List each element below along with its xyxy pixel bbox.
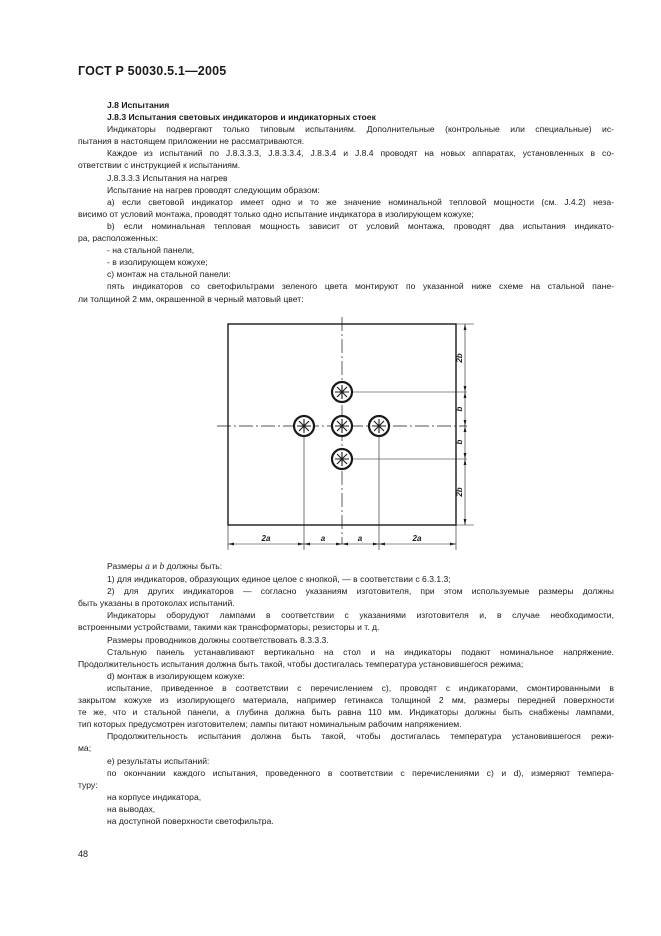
duration-line-2: ма; [78, 743, 92, 754]
dim-label-2a-right: 2a [412, 534, 422, 543]
item-a-line-2: висимо от условий монтажа, проводят только одно испытание индикатора в изолирующем кожухе; [78, 208, 474, 219]
item-e-sub-2: на выводах, [107, 803, 156, 814]
item-d-line-3: те же, что и стальной панели, а глубина должна быть равна 110 мм. Индикаторы должны быть снабжены лампами, [78, 707, 614, 718]
indicator-left [294, 416, 314, 436]
dim-label-b-upper: b [455, 406, 464, 412]
indicator-right [369, 416, 389, 436]
item-b-line-2: ра, расположенных: [78, 233, 159, 244]
paragraph-1-line-1: Индикаторы подвергают только типовым испытаниям. Дополнительные (контрольные или специальные) ис- [107, 124, 614, 135]
item-e-line-1: по окончании каждого испытания, проведенного в соответствии с перечислениями с) и d), измеряют темпера- [107, 767, 614, 778]
item-d-line-2: закрытом кожухе из изолирующего материала, например гетинакса толщиной 2 мм, размеры передней поверхности [78, 695, 614, 706]
item-b-sub-1: - на стальной панели, [107, 245, 195, 256]
paragraph-1-line-2: пытания в настоящем приложении не рассматриваются. [78, 136, 305, 147]
item-e-sub-3: на доступной поверхности светофильтра. [107, 815, 274, 826]
page-number: 48 [78, 849, 89, 859]
item-c-text-line-1: пять индикаторов со светофильтрами зеленого цвета монтируют по указанной ниже схеме на стальной пане- [107, 281, 614, 292]
indicator-top [332, 382, 352, 402]
item-d-line-1: испытание, приведенное в соответствии с перечислением с), проводят с индикаторами, смонтированными в [107, 682, 614, 693]
item-c: c) монтаж на стальной панели: [107, 269, 231, 280]
var-a: a [145, 562, 150, 572]
sizes-intro: Размеры a и b должны быть: [107, 561, 223, 572]
heading-j8: J.8 Испытания [107, 100, 170, 110]
text-block-upper [78, 99, 614, 305]
lamps-line-1: Индикаторы оборудуют лампами в соответствии с указаниями изготовителя и, в случае необходимости, [107, 610, 614, 621]
heading-j8333: J.8.3.3.3 Испытания на нагрев [107, 172, 228, 183]
wires: Размеры проводников должны соответствовать 8.3.3.3. [107, 634, 329, 645]
dim-label-2b-bottom: 2b [455, 487, 464, 497]
text-block-lower [78, 560, 614, 827]
page-header: ГОСТ Р 50030.5.1—2005 [78, 64, 227, 78]
indicator-center [332, 416, 352, 436]
sizes-item-1: 1) для индикаторов, образующих единое целое с кнопкой, — в соответствии с 6.3.1.3; [107, 574, 451, 585]
indicator-bottom [332, 449, 352, 469]
paragraph-3: Испытание на нагрев проводят следующим образом: [107, 184, 320, 195]
lamps-line-2: встроенными устройствами, такими как трансформаторы, резисторы и т. д. [78, 622, 380, 633]
var-b: b [159, 562, 165, 572]
indicator-layout-figure [215, 316, 475, 552]
sizes-item-2-line-2: быть указаны в протоколах испытаний. [78, 598, 235, 609]
item-c-text-line-2: ли толщиной 2 мм, окрашенной в черный матовый цвет: [78, 293, 304, 304]
item-d-line-4: тип которых предусмотрен изготовителем; лампы питают номинальным рабочим напряжением. [78, 719, 462, 730]
item-b-sub-2: - в изолирующем кожухе; [107, 257, 208, 268]
dim-label-b-lower: b [455, 439, 464, 445]
paragraph-2-line-1: Каждое из испытаний по J.8.3.3.3, J.8.3.3.4, J.8.3.4 и J.8.4 проводят на новых аппаратах, установленных в со- [107, 148, 614, 159]
item-a-line-1: а) если световой индикатор имеет одно и то же значение номинальной тепловой мощности (см. J.4.2) неза- [107, 196, 614, 207]
steel-line-2: Продолжительность испытания должна быть такой, чтобы достигалась температура установившегося режима; [78, 658, 524, 669]
duration-line-1: Продолжительность испытания должна быть такой, чтобы достигалась температура установившегося режи- [107, 731, 614, 742]
dim-label-a-right: a [357, 534, 363, 543]
item-e-line-2: туру: [78, 779, 98, 790]
item-b-line-1: b) если номинальная тепловая мощность зависит от условий монтажа, проводят два испытания индикато- [107, 220, 614, 231]
item-e-sub-1: на корпусе индикатора, [107, 791, 202, 802]
steel-line-1: Стальную панель устанавливают вертикально на стол и на индикаторы подают номинальное напряжение. [107, 646, 614, 657]
heading-j83: J.8.3 Испытания световых индикаторов и индикаторных стоек [107, 112, 376, 123]
paragraph-2-line-2: ответствии с инструкцией к испытаниям. [78, 160, 241, 171]
sizes-item-2-line-1: 2) для других индикаторов — согласно указаниям изготовителя, при этом используемые размеры должны [107, 586, 614, 597]
dim-label-2b-top: 2b [455, 353, 464, 363]
dim-label-2a-left: 2a [261, 534, 271, 543]
item-d: d) монтаж в изолирующем кожухе: [107, 670, 245, 681]
dim-label-a-left: a [320, 534, 326, 543]
item-e: е) результаты испытаний: [107, 755, 210, 766]
